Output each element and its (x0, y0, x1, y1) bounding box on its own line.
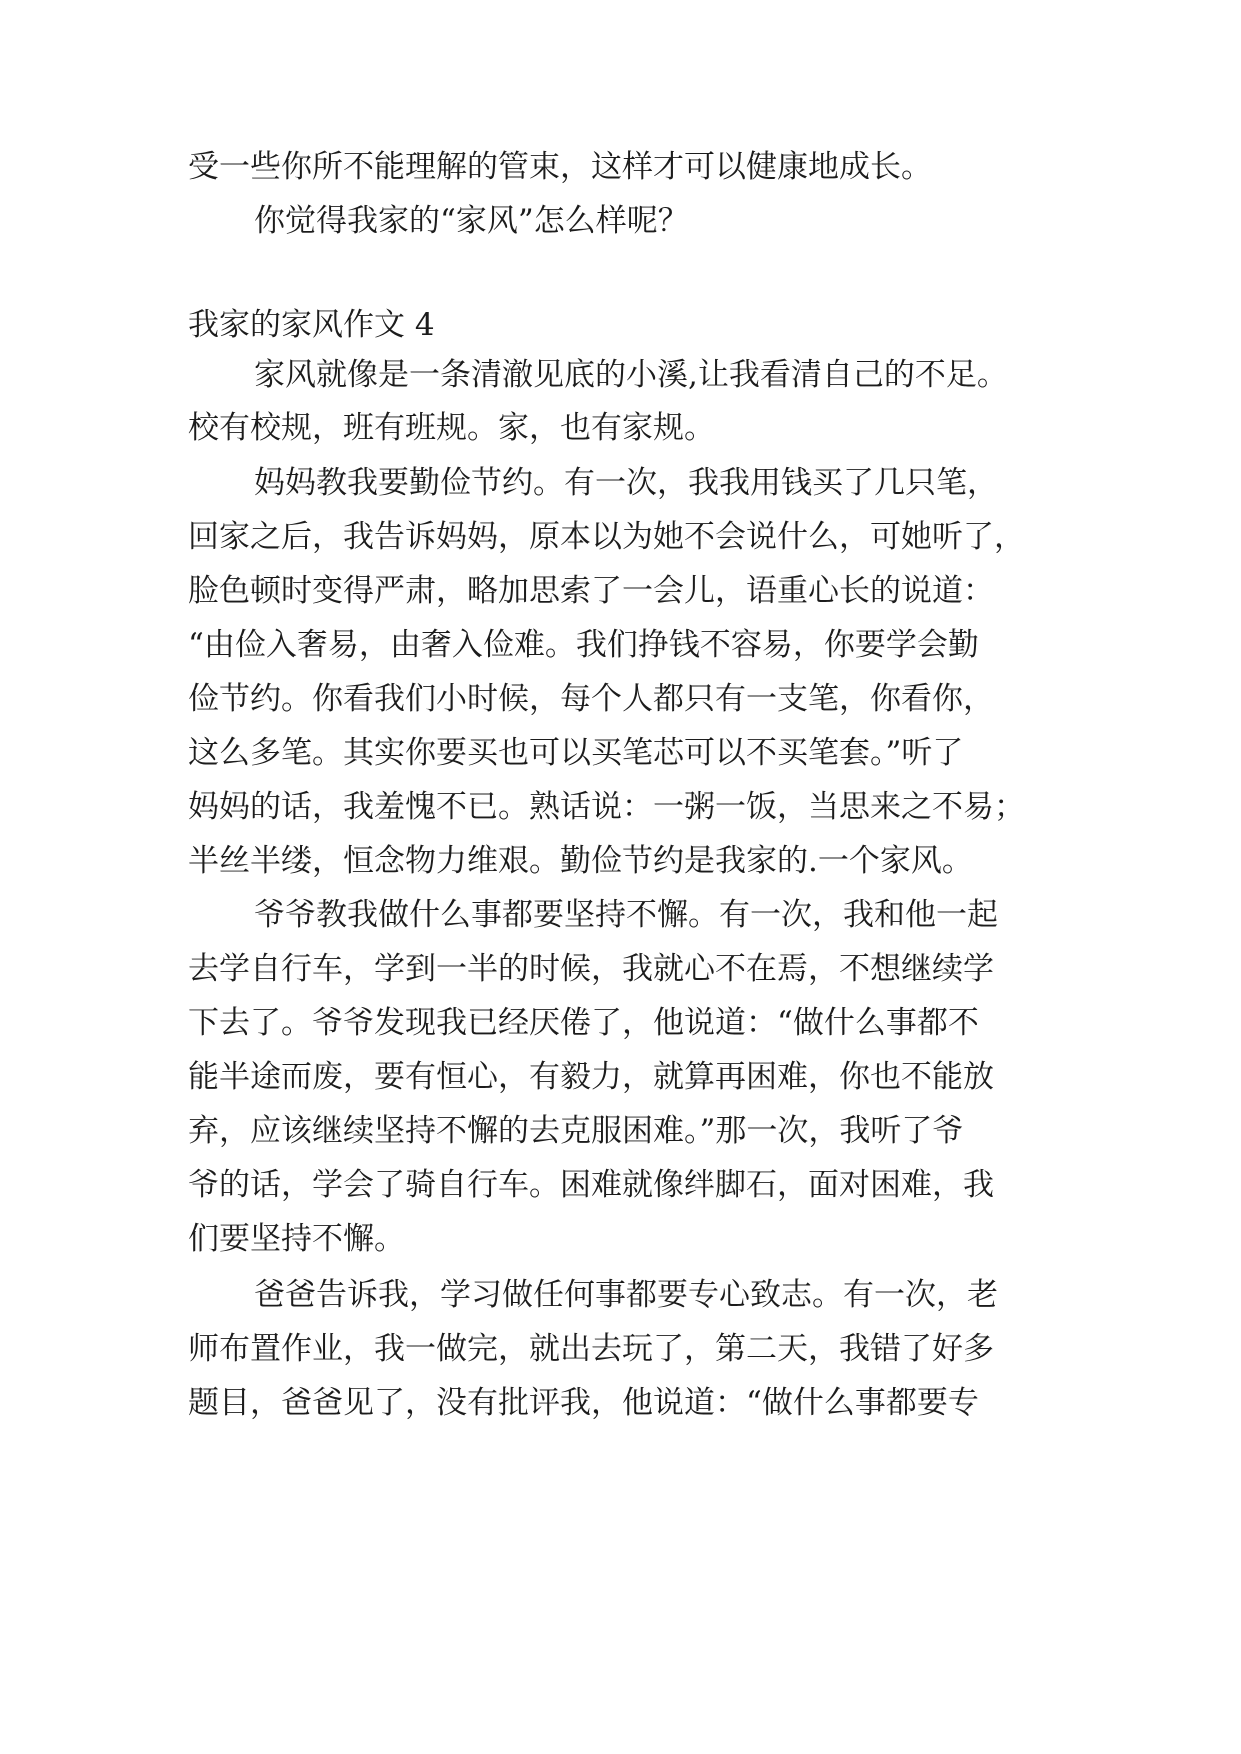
text-line: 能半途而废，要有恒心，有毅力，就算再困难，你也不能放 (188, 1059, 994, 1095)
text-line: 脸色顿时变得严肃，略加思索了一会儿，语重心长的说道： (188, 573, 994, 609)
text-line: 爷的话，学会了骑自行车。困难就像绊脚石，面对困难，我 (188, 1167, 994, 1203)
text-line: 受一些你所不能理解的管束，这样才可以健康地成长。 (188, 149, 932, 185)
text-line: 去学自行车，学到一半的时候，我就心不在焉，不想继续学 (188, 951, 994, 987)
text-line: 下去了。爷爷发现我已经厌倦了，他说道：“做什么事都不 (188, 1005, 979, 1041)
section-heading: 我家的家风作文 4 (188, 307, 435, 343)
text-line: 师布置作业，我一做完，就出去玩了，第二天，我错了好多 (188, 1331, 994, 1367)
text-line: 妈妈的话，我羞愧不已。熟话说：一粥一饭，当思来之不易； (188, 789, 1025, 825)
text-line: 爸爸告诉我，学习做任何事都要专心致志。有一次，老 (254, 1277, 998, 1313)
text-line: 妈妈教我要勤俭节约。有一次，我我用钱买了几只笔， (254, 465, 998, 501)
text-line: 半丝半缕，恒念物力维艰。勤俭节约是我家的.一个家风。 (188, 843, 973, 879)
text-line: 你觉得我家的“家风”怎么样呢？ (254, 203, 689, 239)
text-line: 爷爷教我做什么事都要坚持不懈。有一次，我和他一起 (254, 897, 998, 933)
text-line: 们要坚持不懈。 (188, 1221, 405, 1257)
text-line: 家风就像是一条清澈见底的小溪,让我看清自己的不足。 (254, 357, 1008, 393)
text-line: “由俭入奢易，由奢入俭难。我们挣钱不容易，你要学会勤 (188, 627, 979, 663)
text-line: 题目，爸爸见了，没有批评我，他说道：“做什么事都要专 (188, 1385, 979, 1421)
text-line: 这么多笔。其实你要买也可以买笔芯可以不买笔套。”听了 (188, 735, 964, 771)
text-line: 俭节约。你看我们小时候，每个人都只有一支笔，你看你， (188, 681, 994, 717)
text-line: 校有校规，班有班规。家，也有家规。 (188, 410, 715, 446)
text-line: 回家之后，我告诉妈妈，原本以为她不会说什么，可她听了， (188, 519, 1025, 555)
text-line: 弃，应该继续坚持不懈的去克服困难。”那一次，我听了爷 (188, 1113, 964, 1149)
